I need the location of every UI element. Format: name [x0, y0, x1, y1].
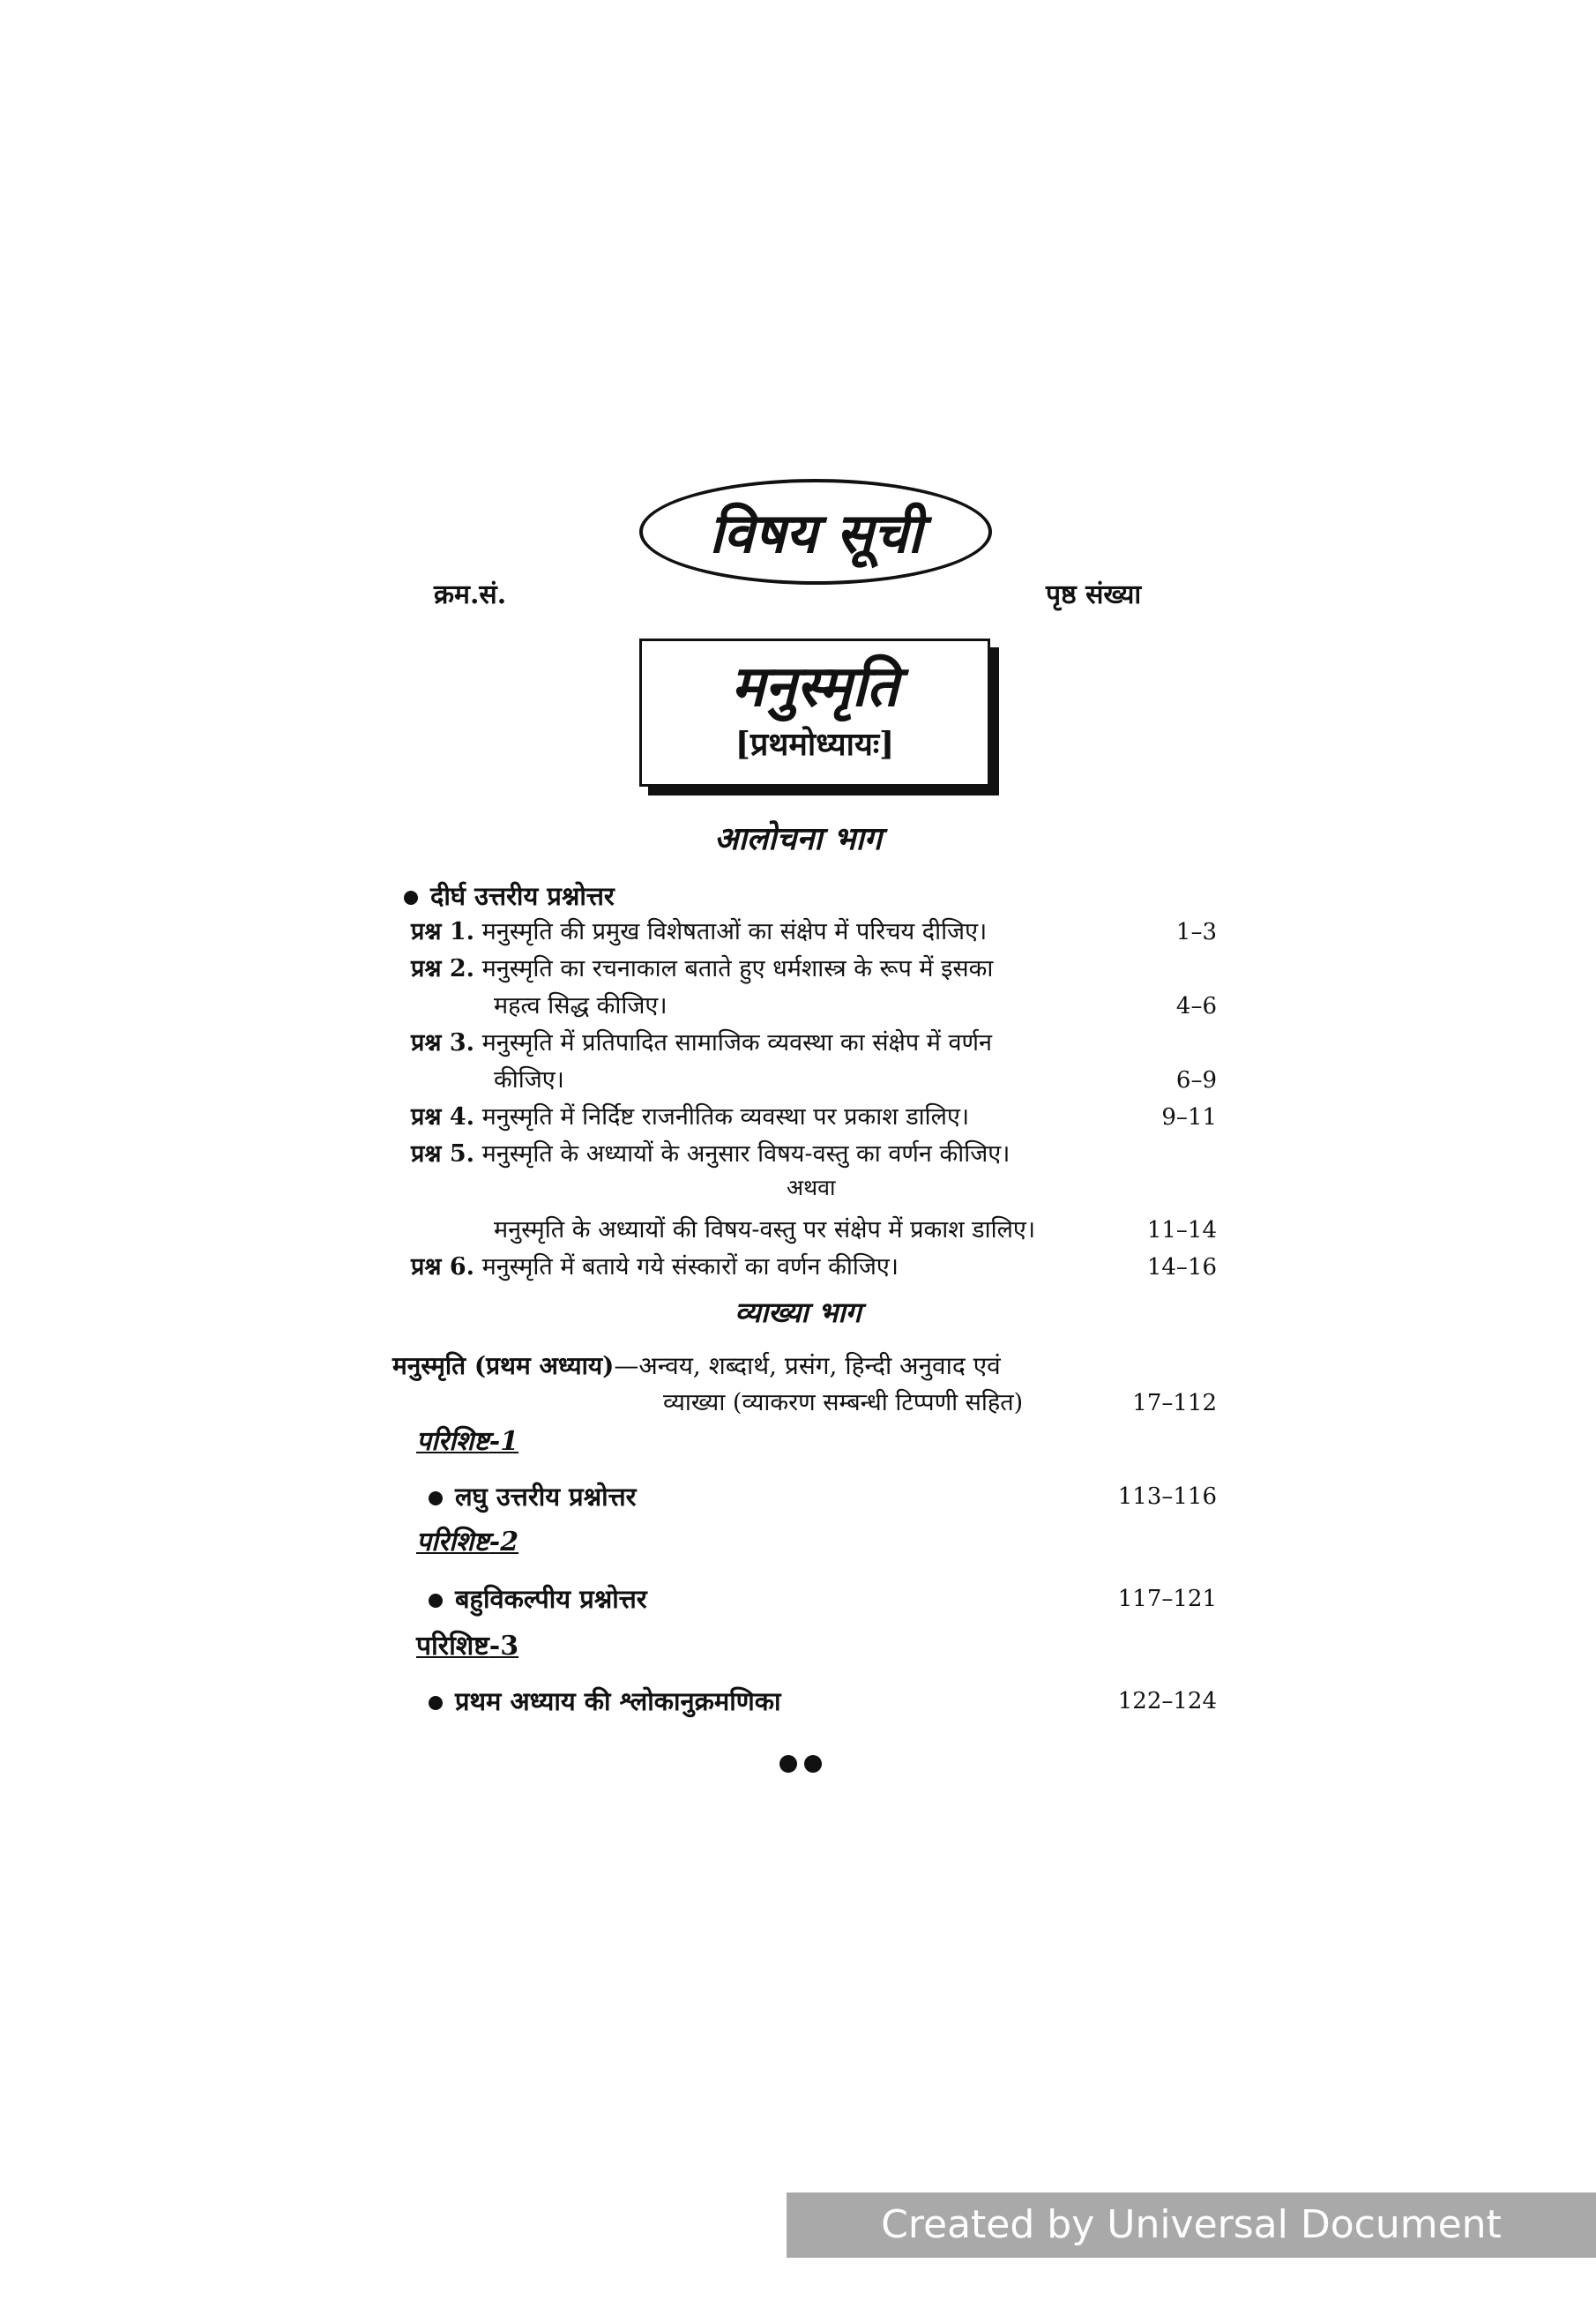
q3-page: 6–9 [1175, 1067, 1217, 1094]
appendix-2-number: -2 [488, 1527, 519, 1557]
bullet-icon [429, 1594, 443, 1608]
toc-entry-q2[interactable] [411, 951, 993, 988]
dot-icon [804, 1755, 822, 1773]
heading-oval [639, 479, 992, 585]
appendix-1-number: -1 [488, 1426, 519, 1457]
q5-label: प्रश्न 5. [411, 1140, 475, 1168]
toc-entry-q4[interactable] [411, 1099, 969, 1136]
q1-text: मनुस्मृति की प्रमुख विशेषताओं का संक्षेप में परिचय दीजिए। [481, 918, 988, 945]
explanation-text-line2: व्याख्या (व्याकरण सम्बन्धी टिप्पणी सहित) [663, 1389, 1024, 1416]
toc-entry-q6[interactable] [411, 1249, 899, 1286]
q3-label: प्रश्न 3. [411, 1029, 475, 1057]
toc-entry-explanation[interactable] [392, 1348, 1001, 1385]
toc-entry-appendix-2[interactable] [429, 1580, 647, 1617]
q1-page: 1–3 [1175, 919, 1217, 945]
section-title-explanation: व्याख्या भाग [735, 1296, 861, 1329]
q3-text-line1: मनुस्मृति में प्रतिपादित सामाजिक व्यवस्था का संक्षेप में वर्णन [481, 1029, 993, 1057]
explanation-title: मनुस्मृति (प्रथम अध्याय) [392, 1351, 615, 1380]
bullet-icon [429, 1491, 443, 1505]
q5-page: 11–14 [1146, 1217, 1217, 1244]
appendix-2-label: परिशिष्ट [416, 1527, 489, 1557]
page-heading: विषय सूची [709, 501, 922, 565]
long-answer-label: दीर्घ उत्तरीय प्रश्नोत्तर [430, 881, 615, 911]
appendix-3-item: प्रथम अध्याय की श्लोकानुक्रमणिका [455, 1686, 781, 1716]
dot-icon [779, 1755, 797, 1773]
appendix-2-page: 117–121 [1117, 1586, 1217, 1612]
book-subtitle: [प्रथमोध्यायः] [735, 726, 895, 763]
bullet-icon [404, 891, 418, 905]
toc-entry-q3[interactable] [411, 1025, 992, 1062]
q2-label: प्रश्न 2. [411, 955, 475, 982]
toc-entry-appendix-3[interactable] [429, 1683, 781, 1720]
q5-text-line1: मनुस्मृति के अध्यायों के अनुसार विषय-वस्तु का वर्णन कीजिए। [481, 1140, 1011, 1168]
serial-number-header: क्रम.सं. [434, 579, 507, 610]
q2-page: 4–6 [1175, 993, 1217, 1020]
q6-text: मनुस्मृति में बताये गये संस्कारों का वर्णन कीजिए। [481, 1253, 899, 1281]
appendix-2-item: बहुविकल्पीय प्रश्नोत्तर [455, 1584, 647, 1614]
section-title-criticism: आलोचना भाग [713, 820, 883, 857]
appendix-3-title [416, 1628, 518, 1666]
q5-or: अथवा [787, 1175, 836, 1200]
watermark: Created by Universal Document Converter [787, 2192, 1596, 2258]
book-title-box [639, 639, 990, 787]
page-number-header: पृष्ठ संख्या [1046, 579, 1142, 610]
toc-entry-appendix-1[interactable] [429, 1478, 637, 1515]
appendix-1-page: 113–116 [1117, 1483, 1217, 1510]
end-ornament [779, 1755, 829, 1776]
q3-text-line2: कीजिए। [494, 1066, 564, 1094]
book-title: मनुस्मृति [730, 654, 899, 720]
appendix-3-label: परिशिष्ट [416, 1631, 489, 1662]
q1-label: प्रश्न 1. [411, 918, 475, 945]
appendix-1-label: परिशिष्ट [416, 1426, 489, 1457]
q5-text-line2: मनुस्मृति के अध्यायों की विषय-वस्तु पर संक्षेप में प्रकाश डालिए। [494, 1216, 1036, 1244]
q4-page: 9–11 [1161, 1104, 1217, 1131]
bullet-icon [429, 1696, 443, 1710]
appendix-3-number: -3 [488, 1631, 519, 1662]
q2-text-line2: महत्व सिद्ध कीजिए। [494, 992, 667, 1020]
explanation-text-line1: —अन्वय, शब्दार्थ, प्रसंग, हिन्दी अनुवाद एवं [614, 1351, 1001, 1380]
toc-entry-q1[interactable] [411, 914, 987, 951]
appendix-2-title [416, 1524, 518, 1562]
q4-label: प्रश्न 4. [411, 1103, 475, 1131]
appendix-1-item: लघु उत्तरीय प्रश्नोत्तर [455, 1482, 637, 1512]
appendix-3-page: 122–124 [1117, 1688, 1217, 1714]
q6-page: 14–16 [1146, 1254, 1217, 1281]
q4-text: मनुस्मृति में निर्दिष्ट राजनीतिक व्यवस्था पर प्रकाश डालिए। [481, 1103, 970, 1131]
long-answer-group [404, 878, 615, 915]
q6-label: प्रश्न 6. [411, 1253, 475, 1281]
toc-entry-q5[interactable] [411, 1136, 1010, 1173]
q2-text-line1: मनुस्मृति का रचनाकाल बताते हुए धर्मशास्त्र के रूप में इसका [481, 955, 994, 982]
explanation-page: 17–112 [1132, 1390, 1217, 1416]
appendix-1-title [416, 1423, 518, 1461]
